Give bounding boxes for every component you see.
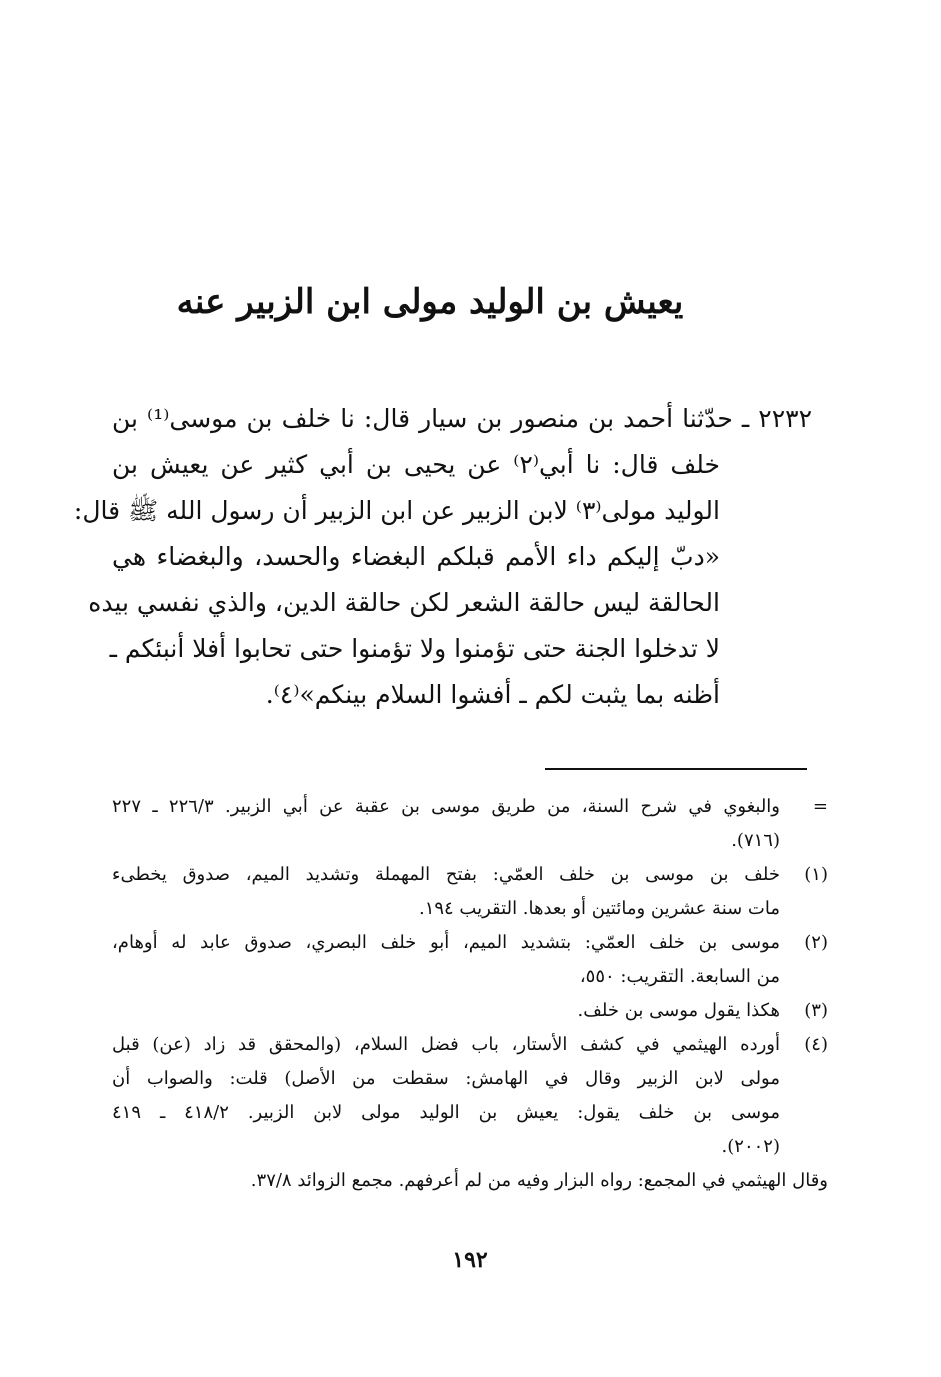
hadith-line: خلف قال: نا أبي⁽٢⁾ عن يحيى بن أبي كثير عن يعيش بن: [112, 450, 721, 479]
footnote-marker: (٣): [804, 1000, 828, 1021]
hadith-line: «دبّ إليكم داء الأمم قبلكم البغضاء والحسد، والبغضاء هي: [112, 542, 720, 571]
footnote-line: مولى لابن الزبير وقال في الهامش: سقطت من الأصل) قلت: والصواب أن: [112, 1068, 780, 1089]
footnote-line: أورده الهيثمي في كشف الأستار، باب فضل السلام، (والمحقق قد زاد (عن) قبل: [112, 1034, 780, 1055]
footnote-4: [112, 1028, 828, 1164]
footnote-1: [112, 858, 828, 926]
footnote-2: [112, 926, 828, 994]
footnote-line: وقال الهيثمي في المجمع: رواه البزار وفيه من لم أعرفهم. مجمع الزوائد ٣٧/٨.: [250, 1170, 828, 1191]
chapter-title: يعيش بن الوليد مولى ابن الزبير عنه: [176, 282, 684, 322]
footnote-continuation: [112, 790, 828, 858]
footnote-line: مات سنة عشرين ومائتين أو بعدها. التقريب ١٩٤.: [418, 898, 780, 919]
footnotes: [112, 790, 828, 1198]
footnote-3: [112, 994, 828, 1028]
hadith-line: أظنه بما يثبت لكم ـ أفشوا السلام بينكم»⁽٤⁾.: [265, 680, 720, 709]
footnote-line: هكذا يقول موسى بن خلف.: [577, 1000, 780, 1021]
page-number: ١٩٢: [452, 1247, 488, 1273]
hadith-line: لا تدخلوا الجنة حتى تؤمنوا ولا تؤمنوا حتى تحابوا أفلا أنبئكم ـ: [109, 634, 720, 663]
hadith-line: الوليد مولى⁽٣⁾ لابن الزبير عن ابن الزبير أن رسول الله ﷺ قال:: [73, 496, 720, 525]
footnote-marker: =: [812, 796, 828, 817]
footnote-line: من السابعة. التقريب: ٥٥٠،: [579, 966, 780, 987]
footnote-separator: [545, 768, 807, 770]
footnote-line: موسى بن خلف يقول: يعيش بن الوليد مولى لابن الزبير. ٤١٨/٢ ـ ٤١٩: [112, 1102, 780, 1123]
footnote-line: خلف بن موسى بن خلف العمّي: بفتح المهملة وتشديد الميم، صدوق يخطىء: [112, 864, 780, 885]
hadith-line: الحالقة ليس حالقة الشعر لكن حالقة الدين، والذي نفسي بيده: [88, 588, 720, 617]
footnote-line: (٧١٦).: [731, 830, 780, 851]
footnote-marker: (١): [804, 864, 828, 885]
hadith-text: [73, 396, 813, 718]
footnote-line: (٢٠٠٢).: [721, 1136, 780, 1157]
hadith-line: ٢٢٣٢ ـ حدّثنا أحمد بن منصور بن سيار قال: نا خلف بن موسى⁽¹⁾ بن: [112, 404, 813, 433]
footnote-line: والبغوي في شرح السنة، من طريق موسى بن عقبة عن أبي الزبير. ٢٢٦/٣ ـ ٢٢٧: [112, 796, 781, 817]
footnote-marker: (٢): [804, 932, 828, 953]
footnote-line: موسى بن خلف العمّي: بتشديد الميم، أبو خلف البصري، صدوق عابد له أوهام،: [112, 932, 780, 953]
footnote-4-addendum: [112, 1164, 828, 1198]
footnote-marker: (٤): [804, 1034, 828, 1055]
